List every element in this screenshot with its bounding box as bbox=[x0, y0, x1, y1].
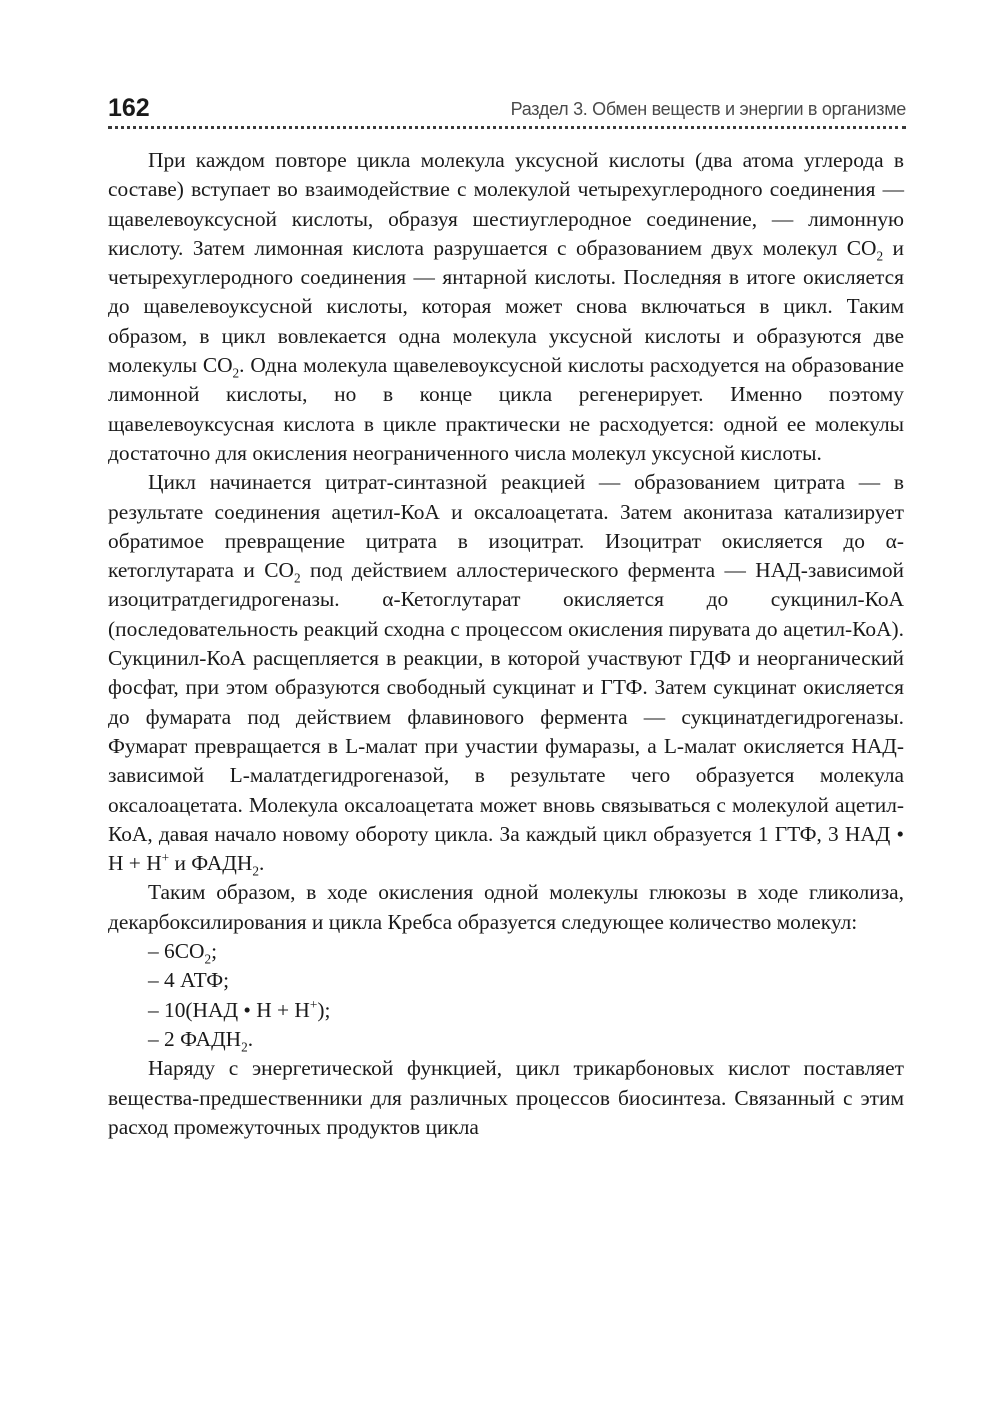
running-head: Раздел 3. Обмен веществ и энергии в организме bbox=[510, 99, 906, 119]
list-item: – 10(НАД • Н + Н+); bbox=[148, 996, 331, 1022]
body-text bbox=[108, 146, 904, 1142]
paragraph-1: При каждом повторе цикла молекула уксусной кислоты (два атома углерода в составе) вступает во взаимодействие с молекулой четырехуглеродного соединения — щавелевоуксусной кислоты, образуя шестиуглеродное соединение, — лимонную кислоту. Затем лимонная кислота разрушается с образованием двух молекул $СО_2$ и четырехуглеродного соединения — янтарной кислоты. Последняя в итоге окисляется до щавелевоуксусной кислоты, которая может снова включаться в цикл. Таким образом, в цикл вовлекается одна молекула уксусной кислоты и образуются две молекулы $СО_2$. Одна молекула щавелевоуксусной кислоты расходуется на образование лимонной кислоты, но в конце цикла регенерирует. Именно поэтому щавелевоуксусная кислота в цикле практически не расходуется: одной ее молекулы достаточно для окисления неограниченного числа молекул уксусной кислоты. bbox=[108, 148, 904, 465]
page-header bbox=[108, 94, 906, 124]
list-item: – 2 $ФАДН_2$. bbox=[148, 1026, 254, 1055]
paragraph-2: Цикл начинается цитрат-синтазной реакцией — образованием цитрата — в результате соединения ацетил-КоА и оксалоацетата. Затем аконитаза катализирует обратимое превращение цитрата в изоцитрат. Изоцитрат окисляется до α-кетоглутарата и $СО_2$ под действием аллостерического фермента — НАД-зависимой изоцитратдегидрогеназы. α-Кетоглутарат окисляется до сукцинил-КоА (последовательность реакций сходна с процессом окисления пирувата до ацетил-КоА). Сукцинил-КоА расщепляется в реакции, в которой участвуют ГДФ и неорганический фосфат, при этом образуются свободный сукцинат и ГТФ. Затем сукцинат окисляется до фумарата под действием флавинового фермента — сукцинатдегидрогеназы. Фумарат превращается в L-малат при участии фумаразы, а L-малат окисляется НАД-зависимой L-малатдегидрогеназой, в результате чего образуется молекула оксалоацетата. Молекула оксалоацетата может вновь связываться с молекулой ацетил-КоА, давая начало новому обороту цикла. За каждый цикл образуется 1 ГТФ, 3 НАД • Н + Н+ и $ФАДН_2$. bbox=[108, 470, 904, 879]
paragraph-3: Таким образом, в ходе окисления одной молекулы глюкозы в ходе гликолиза, декарбоксилирования и цикла Кребса образуется следующее количество молекул: bbox=[108, 880, 904, 934]
paragraph-4: Наряду с энергетической функцией, цикл трикарбоновых кислот поставляет вещества-предшественники для различных процессов биосинтеза. Связанный с этим расход промежуточных продуктов цикла bbox=[108, 1056, 904, 1139]
header-dotted-rule bbox=[108, 126, 906, 129]
list-item: – $6СО_2$; bbox=[148, 939, 218, 967]
page-number: 162 bbox=[108, 94, 150, 122]
list-item: – 4 АТФ; bbox=[148, 968, 230, 993]
